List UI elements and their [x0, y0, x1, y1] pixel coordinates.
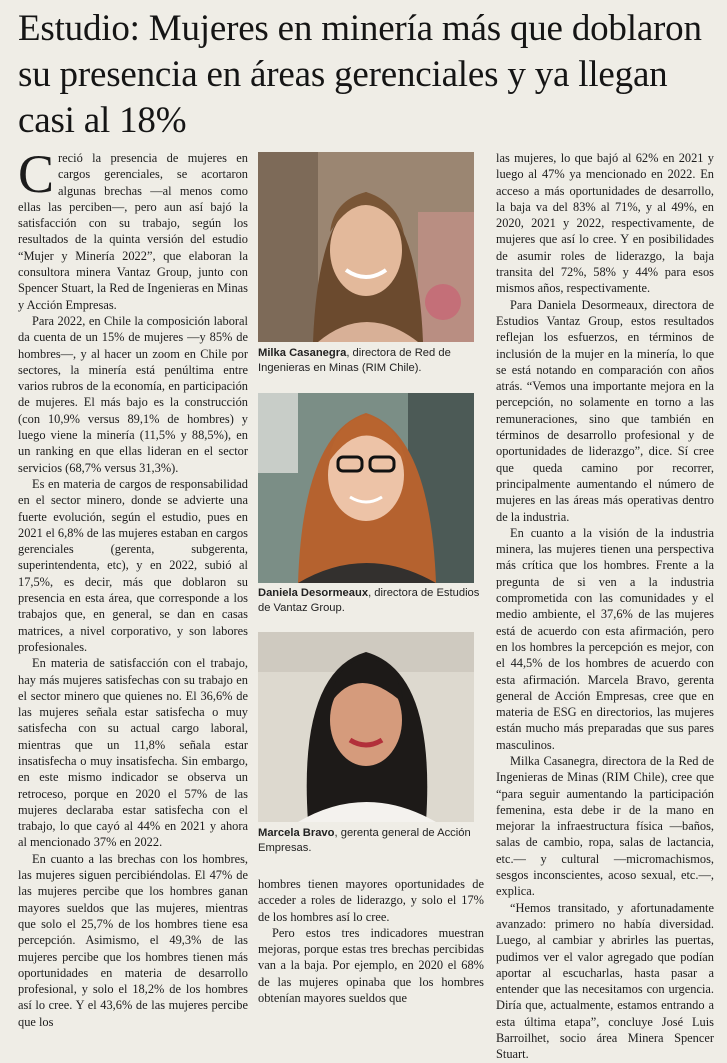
paragraph: En materia de satisfacción con el trabajo, hay más mujeres satisfechas con su trabajo en el sector minero que quienes no. El 36,6% de las mujeres señala estar satisfecha o muy satisfecha con su actual cargo laboral, mientras que un 11,8% señala estar insatisfecha o muy insatisfecha. Sin embargo, en este mismo indicador se observa un retroceso, porque en 2020 el 57% de las mujeres declaraba estar satisfecha con el trabajo, lo que cayó al 44% en 2021 y ahora al mencionado 37% en 2022.: [18, 656, 248, 850]
photo-milka-casanegra: [258, 152, 474, 342]
paragraph: Milka Casanegra, directora de la Red de Ingenieras de Minas (RIM Chile), cree que “para seguir aumentando la participación femenina, esta debe ir de la mano en mejorar la infraestructura física —baños, salas de cambio, ropa, salas de lactancia, etc.— y cultural —micromachismos, sesgos inconscientes, acoso sexual, etc.—, explica.: [496, 753, 714, 899]
paragraph: “Hemos transitado, y afortunadamente avanzado: primero no había diversidad. Luego, al cambiar y abrirles las puertas, pudimos ver el valor agregado que podían aportar al escucharlas, hasta pasar a entender que las necesitamos con urgencia. Diría que, actualmente, estamos entrando a esta última etapa”, concluye José Luis Barroilhet, socio área Minera Spencer Stuart.: [496, 900, 714, 1062]
column-1: [18, 144, 248, 1030]
photo-daniela-desormeaux: [258, 393, 474, 583]
caption-daniela: Daniela Desormeaux, directora de Estudios de Vantaz Group.: [258, 587, 480, 614]
paragraph: Para Daniela Desormeaux, directora de Estudios Vantaz Group, estos resultados reflejan los esfuerzos, en términos de inclusión de la mujer en la minería, lo que se está notando en comparación con años atrás. “Vemos una importante mejora en la percepción, no solamente en torno a las remuneraciones, sino que también en términos de desarrollo profesional y de oportunidades de liderazgo”, dice. Sí cree que queda camino por recorrer, principalmente aumentando el número de mujeres en las áreas más operativas dentro de la industria.: [496, 297, 714, 524]
column-2: [258, 876, 484, 1006]
paragraph: Es en materia de cargos de responsabilidad en el sector minero, donde se advierte una fuerte evolución, según el estudio, pues en 2021 el 6,8% de las mujeres estaban en cargos gerenciales (gerenta, subgerenta, superintendenta, etc), y en 2022, subió al 17,5%, es decir, más que doblaron su presencia en esta área, que corresponde a los trabajos que, en general, se dan en casas matrices, a nivel corporativo, y son labores profesionales.: [18, 476, 248, 654]
paragraph: En cuanto a las brechas con los hombres, las mujeres siguen percibiéndolas. El 47% de las mujeres percibe que los hombres ganan mayores sueldos que las mujeres, mientras que solo el 25,7% de los hombres tiene esa percepción. Asimismo, el 49,3% de las mujeres percibe que los hombres tienen más oportunidades en materia de desarrollo profesional, y solo el 18,2% de los hombres así lo cree. Y el 43,6% de las mujeres percibe que los: [18, 851, 248, 1029]
paragraph: En cuanto a la visión de la industria minera, las mujeres tienen una perspectiva más crítica que los hombres. Frente a la pregunta de si ven a la industria comprometida con las comunidades y el medio ambiente, el 37,6% de las mujeres está de acuerdo con esta afirmación, pero en los hombres la percepción es mejor, con el 44,5% de los hombres de acuerdo con esta afirmación. Marcela Bravo, gerenta general de Acción Empresas, cree que en materia de ESG en directorios, las mujeres están mucho más preparadas que sus pares masculinos.: [496, 525, 714, 752]
paragraph: hombres tienen mayores oportunidades de acceder a roles de liderazgo, y solo el 17% de los hombres así lo cree.: [258, 877, 484, 924]
paragraph: Pero estos tres indicadores muestran mejoras, porque estas tres brechas percibidas van a la baja. Por ejemplo, en 2020 el 68% de las mujeres opinaba que los hombres obtenían mayores sueldos que: [258, 925, 484, 1006]
paragraph: las mujeres, lo que bajó al 62% en 2021 y luego al 47% ya mencionado en 2022. En acceso a más oportunidades de desarrollo, la baja va del 83% al 71%, y al 49%, en 2020, 2021 y 2022, respectivamente, de mujeres que así lo cree. Y en posibilidades de asumir roles de liderazgo, la baja transita del 72%, 58% y 44% para esos mismos años, respectivamente.: [496, 151, 714, 296]
column-3: [496, 150, 714, 1063]
caption-milka: Milka Casanegra, directora de Red de Ingenieras en Minas (RIM Chile).: [258, 347, 451, 374]
drop-cap: C: [18, 144, 55, 204]
paragraph: Creció la presencia de mujeres en cargos gerenciales, se acortaron algunas brechas —al menos como ellas las perciben—, pero aun así bajó la satisfacción con su trabajo, según los resultados de la quinta versión del estudio “Mujer y Minería 2022”, que elaboran la consultora minera Vantaz Group, junto con Spencer Stuart, la Red de Ingenieras en Minas y Acción Empresas.: [18, 144, 248, 312]
headline: Estudio: Mujeres en minería más que doblaron su presencia en áreas gerenciales y ya llegan casi al 18%: [18, 8, 702, 141]
caption-marcela: Marcela Bravo, gerenta general de Acción Empresas.: [258, 827, 471, 854]
photo-marcela-bravo: [258, 632, 474, 822]
paragraph: Para 2022, en Chile la composición laboral da cuenta de un 15% de mujeres —y 85% de hombres—, y al hacer un zoom en Chile por sectores, la minería está penúltima entre varios rubros de la economía, en participación de mujeres. El más bajo es la construcción (con 10,9% versus 89,1% de hombres) y luego viene la minería (11,5% y 88,5%), en un ranking en que ellas lideran en el sector servicios (68,7% versus 31,3%).: [18, 313, 248, 475]
